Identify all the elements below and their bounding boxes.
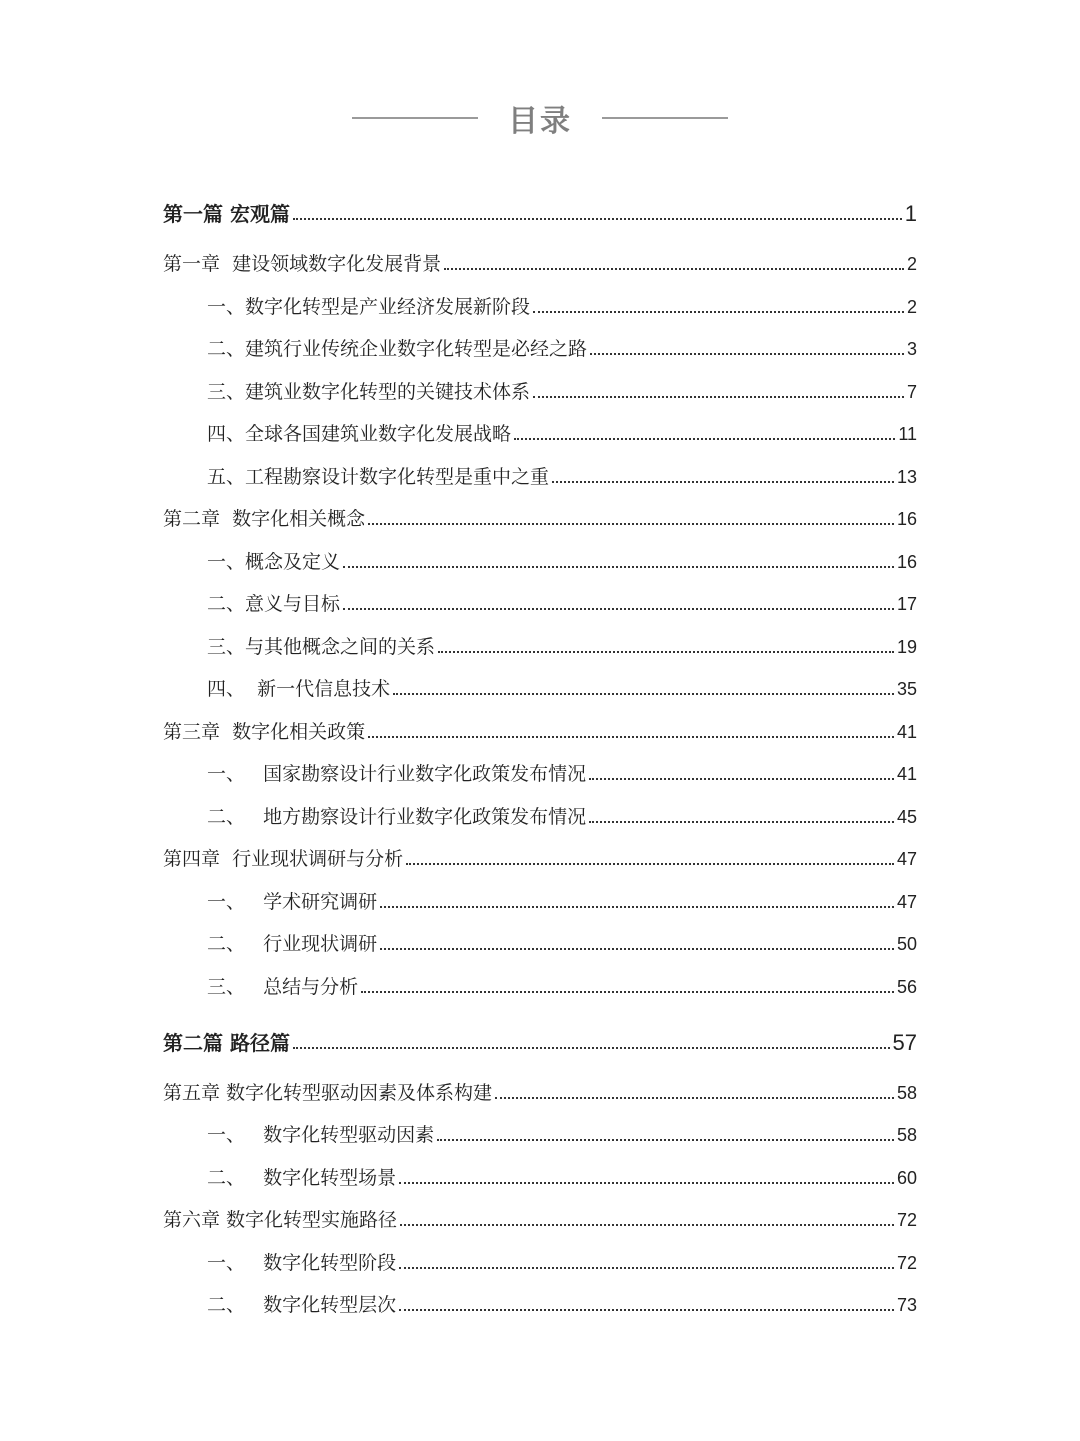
toc-entry-page-number: 2 [906,254,917,274]
toc-entry-page-number: 2 [906,296,917,317]
toc-entry-section[interactable] [163,584,917,627]
toc-entry-page-number: 11 [898,424,917,444]
dot-leader [533,311,904,313]
toc-entry-page-number: 13 [896,466,917,487]
dot-leader [589,778,894,780]
toc-entry-section[interactable] [163,966,917,1009]
title-rule-left [352,117,478,119]
toc-entry-section[interactable] [163,1285,917,1328]
toc-entry-title: 二、意义与目标 [207,593,341,615]
toc-entry-title: 第三章 数字化相关政策 [163,720,366,743]
toc-entry-section[interactable] [163,286,917,329]
dot-leader [399,1309,894,1311]
dot-leader [400,1224,894,1226]
toc-entry-page-number: 7 [906,381,917,402]
toc-entry-title: 二、 行业现状调研 [207,933,378,955]
toc-entry-page-number: 50 [896,934,917,954]
toc-entry-part[interactable] [163,1009,917,1065]
dot-leader [399,1182,894,1184]
toc-entry-page-number: 72 [896,1252,917,1273]
toc-entry-title: 一、 数字化转型阶段 [207,1251,397,1274]
toc-entry-section[interactable] [163,1157,917,1200]
table-of-contents [163,193,917,1327]
toc-entry-section[interactable] [163,796,917,839]
toc-entry-title: 第六章 数字化转型实施路径 [163,1209,398,1231]
toc-entry-chapter[interactable] [163,839,917,882]
toc-entry-section[interactable] [163,924,917,967]
dot-leader [514,438,895,440]
dot-leader [361,991,894,993]
toc-entry-chapter[interactable] [163,236,917,286]
dot-leader [293,218,902,220]
toc-entry-section[interactable] [163,414,917,457]
toc-entry-title: 第一章 建设领域数字化发展背景 [163,253,442,275]
toc-entry-section[interactable] [163,456,917,499]
toc-entry-page-number: 1 [904,201,917,226]
toc-entry-title: 三、与其他概念之间的关系 [207,635,436,658]
dot-leader [343,608,894,610]
toc-entry-page-number: 47 [896,891,917,912]
toc-entry-title: 二、 地方勘察设计行业数字化政策发布情况 [207,805,587,828]
toc-entry-page-number: 72 [896,1210,917,1230]
toc-entry-title: 四、 新一代信息技术 [207,678,391,700]
toc-entry-chapter[interactable] [163,1065,917,1115]
toc-entry-section[interactable] [163,754,917,797]
toc-entry-title: 第一篇 宏观篇 [163,202,290,226]
toc-header [0,96,1080,140]
toc-entry-chapter[interactable] [163,711,917,754]
toc-entry-title: 二、 数字化转型层次 [207,1294,397,1316]
dot-leader [343,566,894,568]
toc-entry-title: 第二篇 路径篇 [163,1030,290,1055]
toc-entry-page-number: 16 [896,551,917,572]
toc-entry-section[interactable] [163,669,917,712]
dot-leader [589,821,894,823]
toc-entry-page-number: 45 [896,806,917,827]
toc-entry-title: 四、全球各国建筑业数字化发展战略 [207,423,512,445]
toc-entry-title: 二、建筑行业传统企业数字化转型是必经之路 [207,338,588,360]
dot-leader [552,481,894,483]
toc-entry-chapter[interactable] [163,1200,917,1243]
dot-leader [368,523,894,525]
toc-entry-page-number: 58 [896,1125,917,1145]
toc-entry-section[interactable] [163,541,917,584]
toc-entry-section[interactable] [163,329,917,372]
toc-entry-title: 第四章 行业现状调研与分析 [163,848,404,870]
toc-entry-section[interactable] [163,1115,917,1158]
dot-leader [393,693,894,695]
toc-entry-title: 一、 学术研究调研 [207,890,378,913]
toc-entry-title: 第五章 数字化转型驱动因素及体系构建 [163,1081,493,1104]
toc-entry-page-number: 47 [896,849,917,869]
toc-entry-section[interactable] [163,881,917,924]
toc-entry-chapter[interactable] [163,499,917,542]
dot-leader [437,1139,894,1141]
toc-entry-title: 一、 数字化转型驱动因素 [207,1124,435,1146]
toc-entry-title: 三、 总结与分析 [207,975,359,998]
toc-entry-page-number: 58 [896,1082,917,1103]
toc-entry-page-number: 41 [896,721,917,742]
toc-entry-page-number: 19 [896,636,917,657]
toc-entry-page-number: 73 [896,1295,917,1315]
page-title: 目录 [508,104,572,139]
toc-entry-page-number: 3 [906,339,917,359]
dot-leader [406,863,894,865]
toc-entry-part[interactable] [163,193,917,236]
toc-entry-title: 五、工程勘察设计数字化转型是重中之重 [207,465,550,488]
toc-entry-title: 二、 数字化转型场景 [207,1166,397,1189]
toc-entry-section[interactable] [163,626,917,669]
dot-leader [399,1267,894,1269]
dot-leader [444,268,904,270]
dot-leader [380,948,894,950]
toc-entry-title: 一、 国家勘察设计行业数字化政策发布情况 [207,763,587,785]
dot-leader [293,1047,890,1049]
toc-entry-title: 一、概念及定义 [207,550,341,573]
dot-leader [533,396,904,398]
toc-entry-page-number: 17 [896,594,917,614]
toc-entry-page-number: 60 [896,1167,917,1188]
toc-entry-page-number: 56 [896,976,917,997]
toc-entry-page-number: 57 [892,1029,917,1055]
dot-leader [380,906,894,908]
dot-leader [590,353,904,355]
toc-entry-title: 一、数字化转型是产业经济发展新阶段 [207,295,531,318]
toc-entry-section[interactable] [163,371,917,414]
toc-entry-title: 第二章 数字化相关概念 [163,508,366,530]
toc-entry-page-number: 41 [896,764,917,784]
dot-leader [438,651,894,653]
toc-entry-section[interactable] [163,1242,917,1285]
dot-leader [495,1097,894,1099]
toc-entry-page-number: 16 [896,509,917,529]
dot-leader [368,736,894,738]
title-rule-right [602,117,728,119]
toc-entry-page-number: 35 [896,679,917,699]
toc-entry-title: 三、建筑业数字化转型的关键技术体系 [207,380,531,403]
